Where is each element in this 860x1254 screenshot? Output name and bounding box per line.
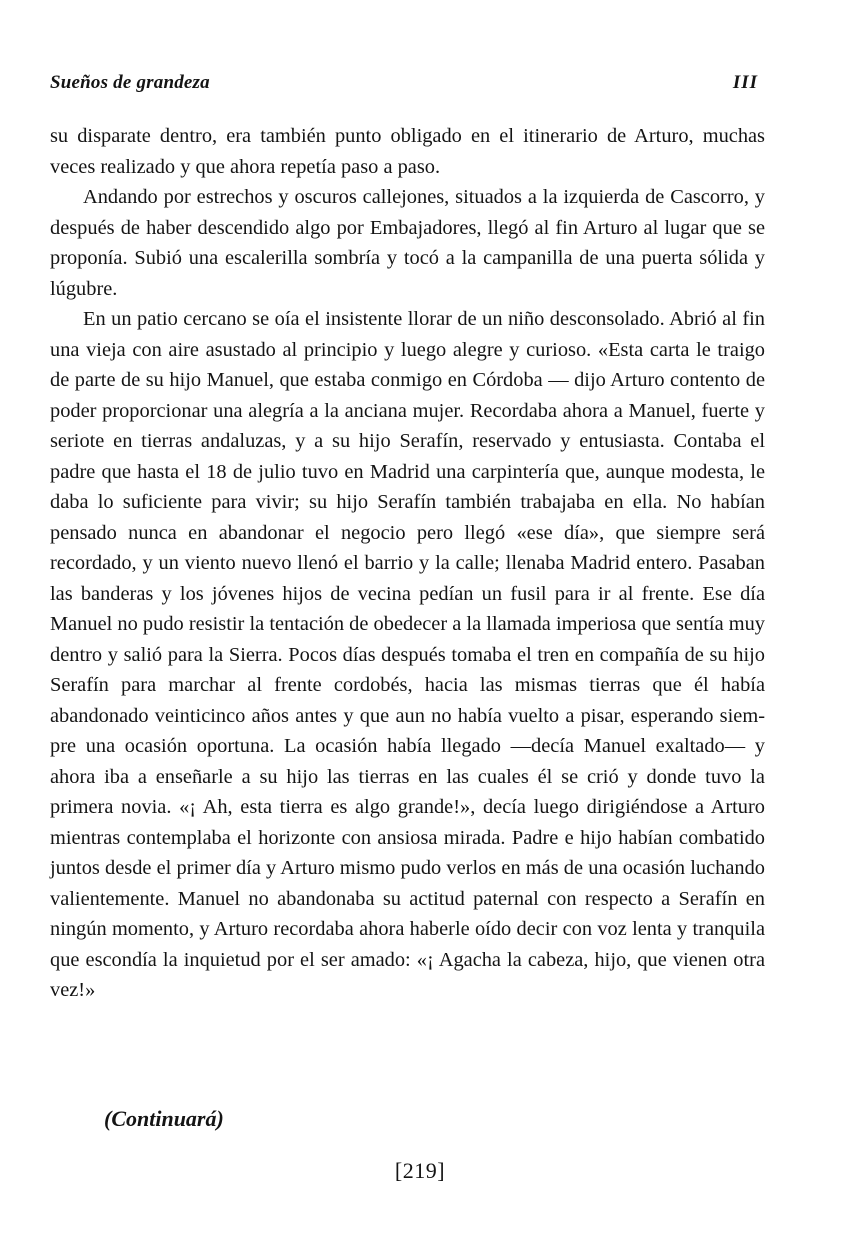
paragraph: Andando por estrechos y oscuros callejones, situados a la izquierda de Cascorro, y después de haber descendido algo por Embajadores, llegó al fin Arturo al lugar que se proponía. Subió una escalerilla sombría y tocó a la campanilla de una puerta sólida y lúgubre.: [50, 186, 765, 300]
folio-page-number: [219]: [394, 1158, 446, 1183]
page-header: [50, 72, 758, 102]
body-text: [50, 121, 765, 1006]
paragraph: En un patio cercano se oía el insistente llorar de un niño desconsolado. Abrió al fin una vieja con aire asustado al principio y luego alegre y curioso. «Esta carta le traigo de parte de su hijo Manuel, que estaba conmigo en Córdoba — dijo Arturo contento de poder proporcionar una alegría a la anciana mujer. Recordaba ahora a Manuel, fuerte y seriote en tierras andaluzas, y a su hijo Serafín, reservado y entusiasta. Contaba el padre que hasta el 18 de julio tuvo en Madrid una carpintería que, aunque modesta, le daba lo suficiente para vivir; su hijo Serafín también trabajaba en ella. No habían pensado nunca en abandonar el negocio pero llegó «ese día», que siempre será recordado, y un viento nuevo llenó el barrio y la calle; llenaba Madrid entero. Pasaban las banderas y los jóvenes hijos de vecina pedían un fusil para ir al frente. Ese día Manuel no pudo resistir la tentación de obedecer a la llamada imperiosa que sentía muy dentro y salió para la Sierra. Pocos días después tomaba el tren en compañía de su hijo Serafín para marchar al frente cordobés, hacia las mismas tierras que él había abandonado veinticinco años antes y que aun no había vuelto a pisar, esperando siempre una ocasión oportuna. La ocasión había llegado —decía Manuel exaltado— y ahora iba a enseñarle a su hijo las tierras en las cuales él se crió y donde tuvo la primera novia. «¡ Ah, esta tierra es algo grande!», decía luego dirigiéndose a Arturo mientras contemplaba el horizonte con ansiosa mirada. Padre e hijo habían combatido juntos desde el primer día y Arturo mismo pudo verlos en más de una ocasión luchando valientemente. Manuel no abandonaba su actitud paternal con respecto a Serafín en ningún momento, y Arturo recordaba ahora haberle oído decir con voz lenta y tranquila que escondía la inquietud por el ser amado: «¡ Agacha la cabeza, hijo, que vienen otra vez!»: [50, 308, 765, 1001]
header-page-number: III: [732, 72, 758, 93]
paragraph: su disparate dentro, era también punto obligado en el itinerario de Arturo, muchas veces realizado y que ahora repetía paso a paso.: [50, 125, 765, 178]
continued-label: (Continuará): [104, 1106, 224, 1131]
running-title: Sueños de grandeza: [50, 72, 210, 93]
